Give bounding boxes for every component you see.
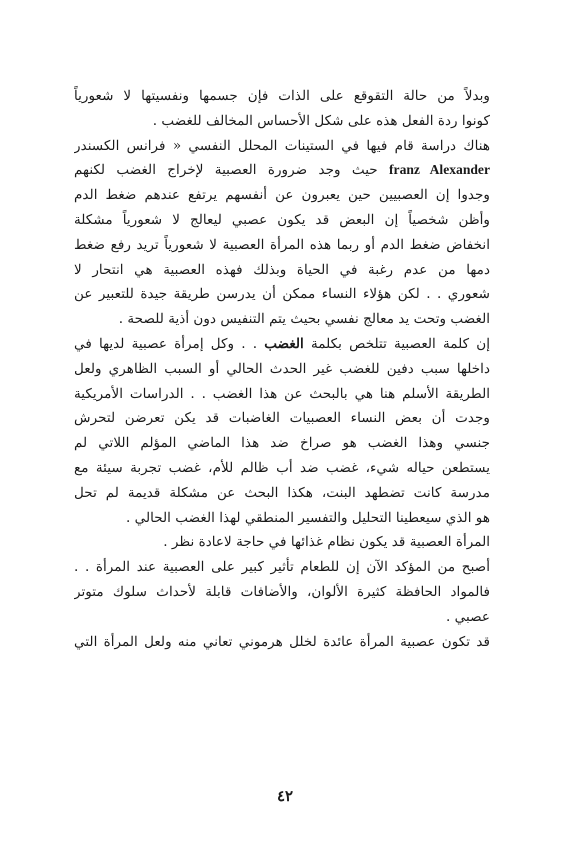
author-latin-name: franz Alexander <box>389 162 490 178</box>
page-number: ٤٢ <box>276 787 294 805</box>
text-line: وجدوا إن العصبيين حين يعبرون عن أنفسهم يرتفع عندهم ضغط الدم <box>74 187 490 204</box>
text-line: الطريقة الأسلم هنا هي بالبحث عن هذا الغضب . . الدراسات الأمريكية <box>74 385 490 402</box>
text-line: يستطعن حياله شيء، غضب ضد أب ظالم للأم، غضب تجربة سيئة مع <box>74 459 490 476</box>
text-line: عصبي . <box>446 608 490 625</box>
text-line: كونوا ردة الفعل هذه على شكل الأحساس المخالف للغضب . <box>152 112 490 129</box>
text-line: مدرسة كانت تضطهد البنت، هكذا البحث عن مشكلة قديمة لم تحل <box>74 484 490 501</box>
text-line: دمها من عدم رغبة في الحياة وبذلك فهذه العصبية هي انتحار لا <box>74 261 490 278</box>
page-body <box>74 84 490 654</box>
text-line: جنسي وهذا الغضب هو صراخ ضد هذا الماضي المؤلم اللاتي لم <box>74 435 490 452</box>
text-line <box>74 332 490 357</box>
text-span: . . وكل إمرأة عصبية لديها في <box>74 335 265 352</box>
text-line: انخفاض ضغط الدم أو ربما هذه المرأة العصبية لا شعورياً تريد رفع ضغط <box>74 236 490 253</box>
text-line: هناك دراسة قام فيها في الستينات المحلل النفسي « فرانس الكسندر <box>74 137 490 154</box>
bold-keyword: الغضب <box>264 335 304 352</box>
text-line: شعوري . . لكن هؤلاء النساء ممكن أن يدرسن طريقة جيدة للتعبير عن <box>74 286 490 303</box>
text-line: قد تكون عصبية المرأة عائدة لخلل هرموني تعاني منه ولعل المرأة التي <box>74 633 490 650</box>
text-line: فالمواد الحافظة كثيرة الألوان، والأضافات قابلة لأحداث سلوك متوتر <box>74 583 490 600</box>
text-line: المرأة العصبية قد يكون نظام غذائها في حاجة لاعادة نظر . <box>163 534 490 551</box>
text-line <box>74 158 490 183</box>
text-span: إن كلمة العصبية تتلخص بكلمة <box>303 335 490 352</box>
text-line: داخلها سبب دفين للغضب غير الحدث الحالي أو السبب الظاهري ولعل <box>74 360 490 377</box>
text-line: الغضب وتحت يد معالج نفسي بحيث يتم التنفيس دون أذية للصحة . <box>118 311 490 328</box>
text-line: وأظن شخصياً إن البعض قد يكون عصبي ليعالج لا شعورياً مشكلة <box>74 211 490 228</box>
text-line: وبدلاً من حالة التقوقع على الذات فإن جسمها ونفسيتها لا شعورياً <box>74 88 490 104</box>
text-line: هو الذي سيعطينا التحليل والتفسير المنطقي لهذا الغضب الحالي . <box>125 509 490 526</box>
text-line: وجدت أن بعض النساء العصبيات الغاضبات قد يكن تعرضن لتحرش <box>74 410 490 427</box>
text-line: أصبح من المؤكد الآن إن للطعام تأثير كبير على العصبية عند المرأة . . <box>74 559 490 576</box>
text-span: حيث وجد ضرورة العصبية لإخراج الغضب لكنهم <box>74 162 390 179</box>
